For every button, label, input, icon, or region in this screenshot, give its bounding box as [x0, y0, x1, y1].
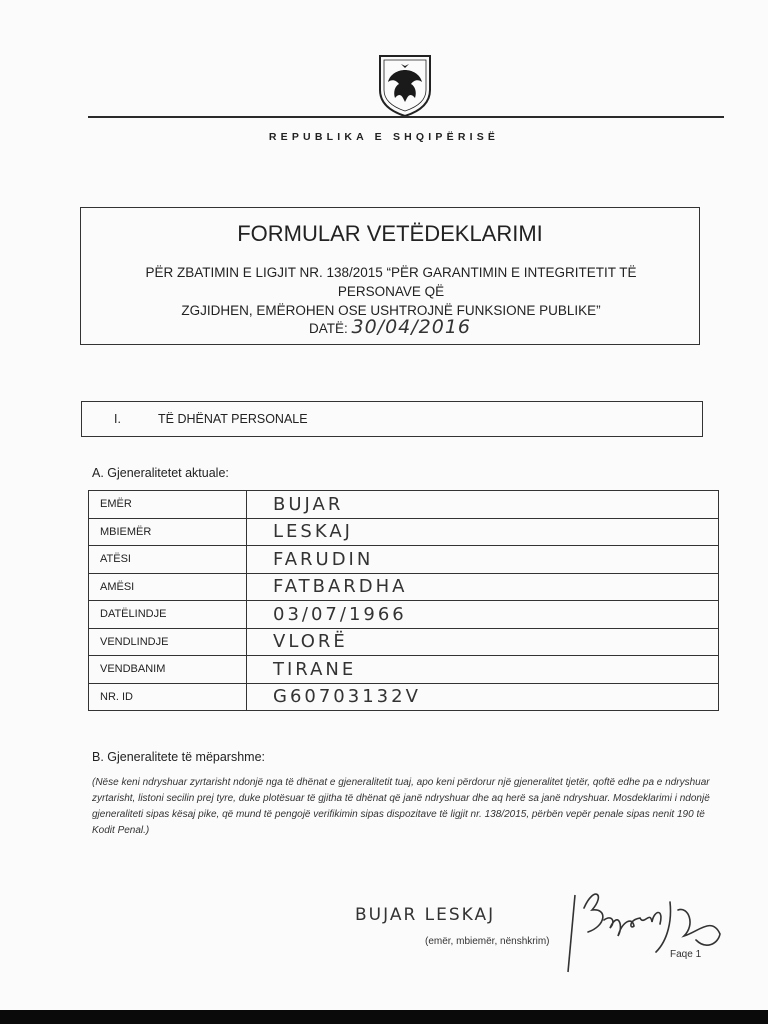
field-value: FARUDIN [247, 546, 719, 574]
field-value: LESKAJ [247, 518, 719, 546]
date-label: DATË: [308, 321, 348, 336]
form-title: FORMULAR VETËDEKLARIMI [237, 221, 543, 246]
table-row [89, 518, 719, 546]
form-title-box [80, 207, 700, 345]
table-row [89, 656, 719, 684]
form-subtitle [121, 263, 661, 320]
form-subtitle-line2: ZGJIDHEN, EMËROHEN OSE USHTROJNË FUNKSIONE PUBLIKE” [181, 303, 601, 318]
table-row [89, 546, 719, 574]
section-header [81, 401, 703, 437]
table-row [89, 491, 719, 519]
date-row [81, 316, 699, 338]
field-value: G60703132V [247, 683, 719, 711]
table-row [89, 601, 719, 629]
field-label: MBIEMËR [89, 518, 247, 546]
table-row [89, 683, 719, 711]
table-row [89, 628, 719, 656]
previous-details-heading: B. Gjeneralitete të mëparshme: [92, 750, 265, 764]
header-rule [88, 116, 724, 118]
field-value: VLORË [247, 628, 719, 656]
form-subtitle-line1: PËR ZBATIMIN E LIGJIT NR. 138/2015 “PËR GARANTIMIN E INTEGRITETIT TË PERSONAVE QË [145, 265, 637, 299]
table-row [89, 573, 719, 601]
previous-details-note: (Nëse keni ndryshuar zyrtarisht ndonjë nga të dhënat e gjeneralitetit tuaj, apo keni përdorur një gjeneralitet tjetër, qoftë edhe pa e ndryshuar zyrtarisht, listoni secilin prej tyre, duke plotësuar të gjitha të dhënat që janë ndryshuar dhe aq herë sa janë ndryshuar. Mosdeklarimi i ndonjë gjeneraliteti sipas kësaj pike, që mund të pengojë verifikimin sipas dispozitave të ligjit nr. 138/2015, përbën vepër penale sipas nenit 190 të Kodit Penal.) [92, 777, 710, 836]
section-title: TË DHËNAT PERSONALE [158, 412, 308, 426]
field-label: AMËSI [89, 573, 247, 601]
republic-heading: REPUBLIKA E SHQIPËRISË [268, 131, 500, 143]
date-value: 30/04/2016 [351, 316, 472, 338]
field-value: TIRANE [247, 656, 719, 684]
albanian-eagle-shield-icon [376, 52, 434, 118]
field-label: VENDLINDJE [89, 628, 247, 656]
signer-name: BUJAR LESKAJ [355, 905, 496, 925]
handwritten-signature [560, 880, 730, 980]
personal-details-table [88, 490, 719, 711]
page-number: Faqe 1 [670, 949, 702, 960]
field-label: NR. ID [89, 683, 247, 711]
field-label: EMËR [89, 491, 247, 519]
field-value: BUJAR [247, 491, 719, 519]
field-value: 03/07/1966 [247, 601, 719, 629]
signature-caption: (emër, mbiemër, nënshkrim) [425, 936, 550, 947]
field-label: ATËSI [89, 546, 247, 574]
scan-edge [0, 1010, 768, 1024]
field-label: VENDBANIM [89, 656, 247, 684]
field-value: FATBARDHA [247, 573, 719, 601]
current-details-heading: A. Gjeneralitetet aktuale: [92, 466, 229, 480]
section-number: I. [114, 412, 121, 426]
field-label: DATËLINDJE [89, 601, 247, 629]
